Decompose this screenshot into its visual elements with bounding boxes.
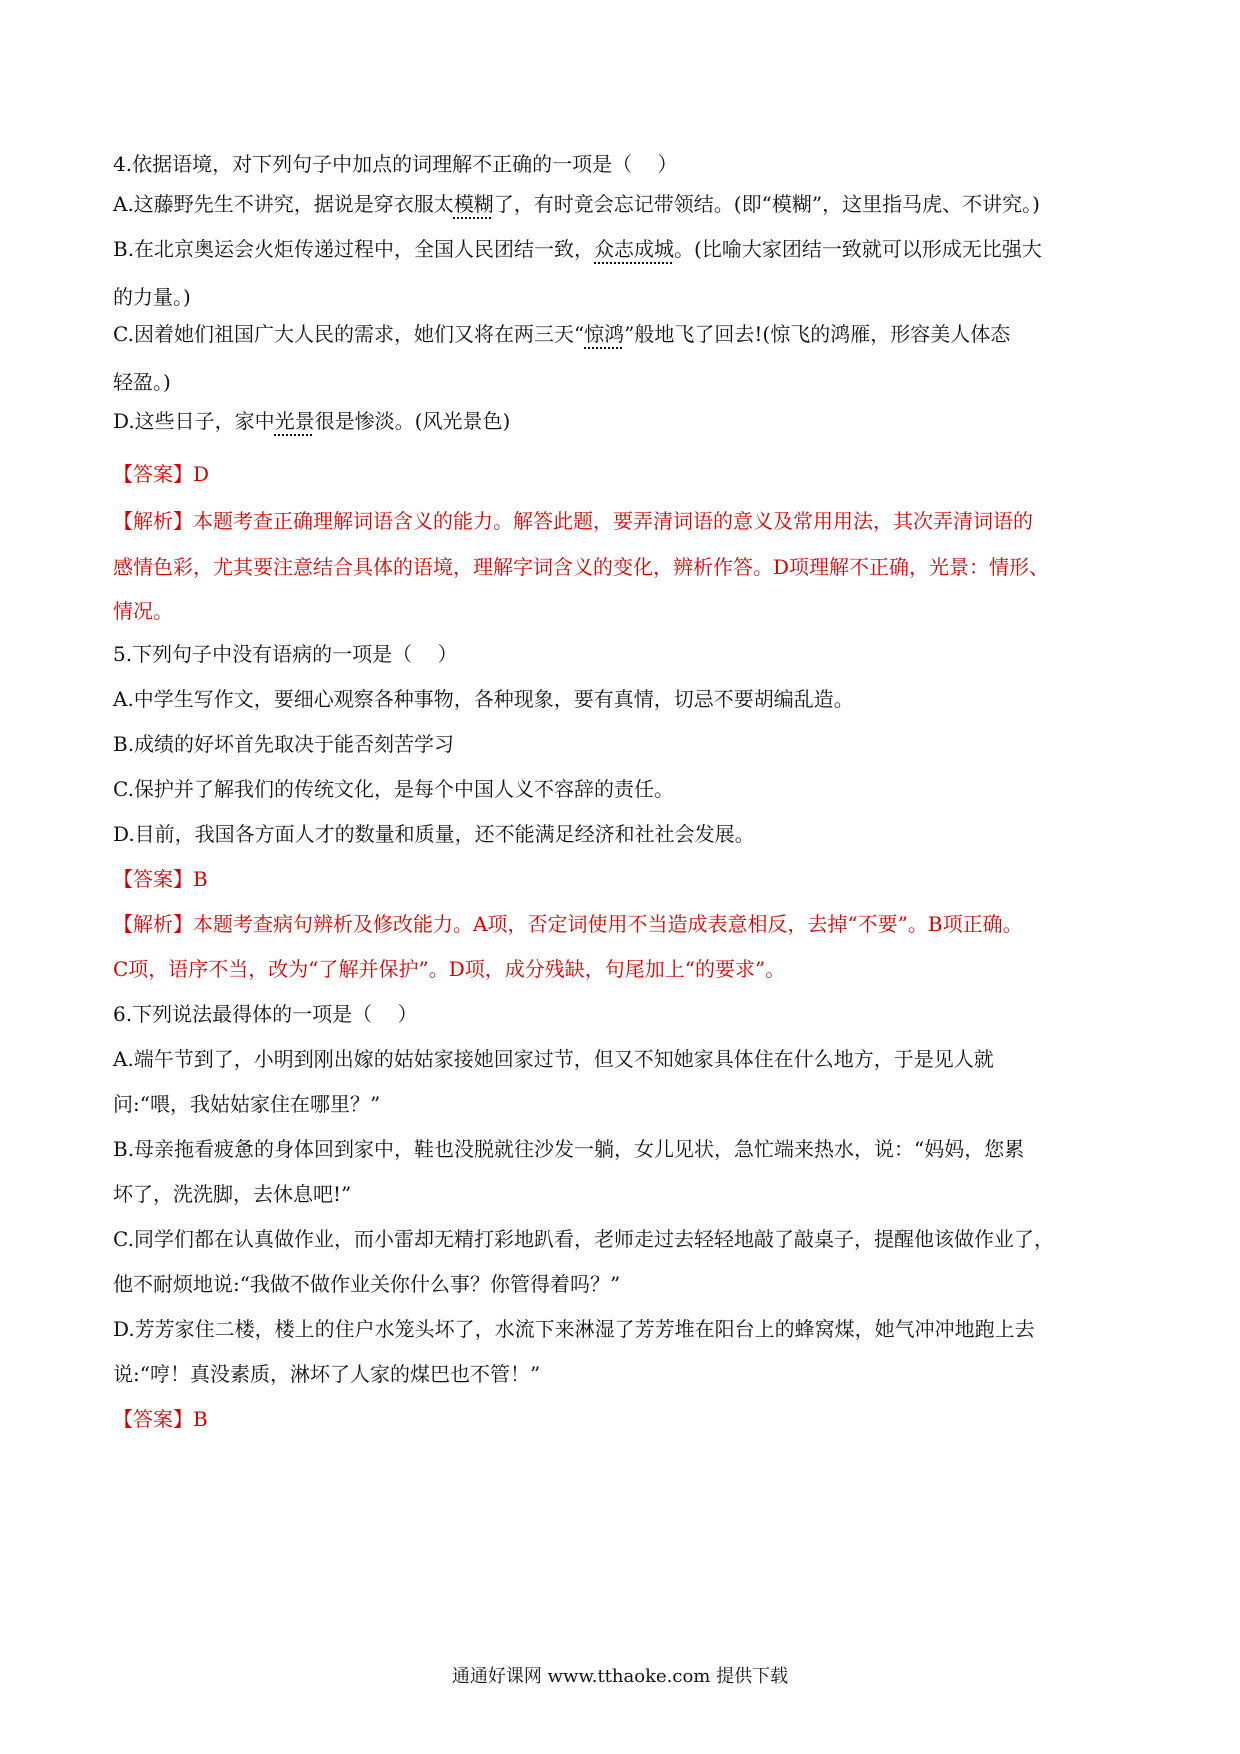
q4-analysis-3: 情况。 (113, 599, 173, 623)
q5-analysis-2: C项，语序不当，改为“了解并保护”。D项，成分残缺，句尾加上“的要求”。 (113, 957, 786, 981)
dotted-word: 惊鸿 (584, 322, 625, 346)
q6-option-d: D.芳芳家住二楼，楼上的住户水笼头坏了，水流下来淋湿了芳芳堆在阳台上的蜂窝煤，她气冲冲地跑上去 (113, 1317, 1035, 1341)
q5-analysis: 【解析】本题考查病句辨析及修改能力。A项，否定词使用不当造成表意相反，去掉“不要”。B项正确。 (113, 912, 1023, 936)
q6-option-b-cont: 坏了，洗洗脚，去休息吧!” (113, 1182, 352, 1206)
q4-option-b: B.在北京奥运会火炬传递过程中，全国人民团结一致，众志成城。(比喻大家团结一致就可以形成无比强大 (113, 237, 1042, 261)
q4-option-b-cont: 的力量。) (113, 285, 191, 309)
answer-tag: 【答案】 (113, 462, 193, 486)
dotted-word: 模糊 (453, 192, 494, 216)
q6-option-a-cont: 问:“喂，我姑姑家住在哪里？” (113, 1092, 381, 1116)
dotted-word: 众志成城 (594, 237, 675, 261)
q6-option-c: C.同学们都在认真做作业，而小雷却无精打彩地趴看，老师走过去轻轻地敲了敲桌子，提醒他该做作业了， (113, 1227, 1054, 1251)
answer-value: B (193, 1407, 208, 1431)
page-footer: 通通好课网 www.tthaoke.com 提供下载 (451, 1666, 789, 1687)
dotted-word: 光景 (274, 409, 315, 433)
q6-option-a: A.端午节到了，小明到刚出嫁的姑姑家接她回家过节，但又不知她家具体住在什么地方，于是见人就 (113, 1047, 994, 1071)
q4-analysis-2: 感情色彩，尤其要注意结合具体的语境，理解字词含义的变化，辨析作答。D项理解不正确，光景：情形、 (113, 555, 1050, 579)
answer-tag: 【答案】 (113, 867, 193, 891)
q5-answer (113, 865, 1133, 893)
q5-stem: 5.下列句子中没有语病的一项是（ ） (113, 642, 458, 666)
q5-option-b: B.成绩的好坏首先取决于能否刻苦学习 (113, 732, 455, 756)
q5-option-d: D.目前，我国各方面人才的数量和质量，还不能满足经济和社社会发展。 (113, 822, 755, 846)
q6-option-b: B.母亲拖看疲惫的身体回到家中，鞋也没脱就往沙发一躺，女儿见状，急忙端来热水，说：“妈妈，您累 (113, 1137, 1025, 1161)
answer-value: D (193, 462, 210, 486)
analysis-tag: 【解析】 (113, 509, 193, 533)
q6-option-d-cont: 说:“哼！真没素质，淋坏了人家的煤巴也不管！” (113, 1362, 541, 1386)
q5-option-c: C.保护并了解我们的传统文化，是每个中国人义不容辞的责任。 (113, 777, 674, 801)
q4-stem: 4.依据语境，对下列句子中加点的词理解不正确的一项是（ ） (113, 152, 678, 176)
q4-option-c-cont: 轻盈。) (113, 370, 171, 394)
answer-value: B (193, 867, 208, 891)
q4-answer (113, 460, 1133, 488)
q6-answer (113, 1405, 1133, 1433)
q4-option-c: C.因着她们祖国广大人民的需求，她们又将在两三天“惊鸿”般地飞了回去!(惊飞的鸿雁，形容美人体态 (113, 322, 1011, 346)
q6-option-c-cont: 他不耐烦地说:“我做不做作业关你什么事？你管得着吗？” (113, 1272, 621, 1296)
q4-analysis: 【解析】本题考查正确理解词语含义的能力。解答此题，要弄清词语的意义及常用用法，其次弄清词语的 (113, 509, 1033, 533)
q5-option-a: A.中学生写作文，要细心观察各种事物，各种现象，要有真情，切忌不要胡编乱造。 (113, 687, 854, 711)
analysis-tag: 【解析】 (113, 912, 193, 936)
answer-tag: 【答案】 (113, 1407, 193, 1431)
q4-option-d: D.这些日子，家中光景很是惨淡。(风光景色) (113, 409, 511, 433)
q4-option-a: A.这藤野先生不讲究，据说是穿衣服太模糊了，有时竟会忘记带领结。(即“模糊”，这里指马虎、不讲究。) (113, 192, 1040, 216)
q6-stem: 6.下列说法最得体的一项是（ ） (113, 1002, 418, 1026)
